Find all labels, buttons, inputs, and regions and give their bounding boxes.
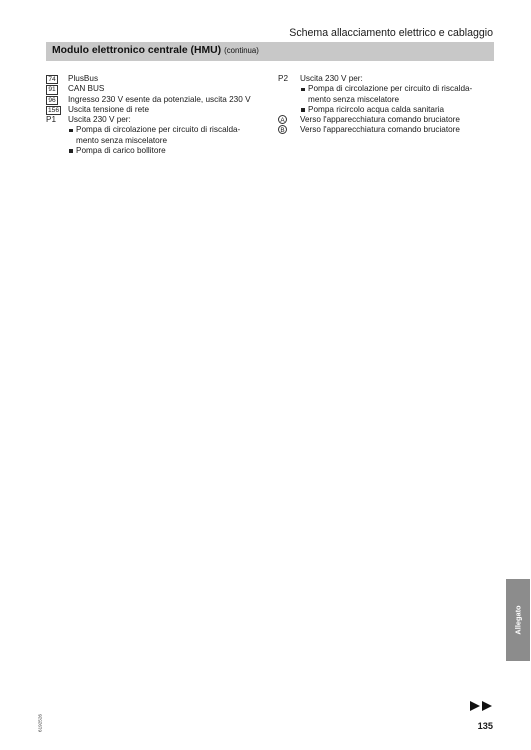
circled-letter-b: B (278, 125, 287, 134)
terminal-number-box: 91 (46, 85, 58, 94)
legend-entry (46, 84, 261, 94)
legend-entry (278, 125, 493, 135)
bullet-item (300, 84, 493, 105)
legend-entry (46, 95, 261, 105)
legend-key: P1 (46, 115, 57, 125)
document-code (36, 708, 44, 738)
bullet-text: Pompa ricircolo acqua calda sanitaria (308, 104, 445, 114)
legend-entry (46, 115, 261, 156)
legend-text: Uscita 230 V per: (68, 115, 131, 125)
bullet-item (300, 105, 493, 115)
legend-text: CAN BUS (68, 84, 105, 94)
document-code-text: 6192526 (37, 714, 43, 732)
legend-key: P2 (278, 74, 289, 83)
terminal-number-box: 156 (48, 106, 60, 114)
bullet-item (68, 125, 261, 146)
double-arrow-right-icon[interactable] (470, 701, 494, 711)
legend-text: Uscita 230 V per: (300, 74, 363, 83)
legend-text: PlusBus (68, 74, 99, 83)
legend-right-column (278, 74, 493, 136)
legend-entry (278, 74, 493, 115)
bullet-text: Pompa di circolazione per circuito di riscalda- mento senza miscelatore (308, 84, 473, 104)
appendix-side-tab[interactable] (506, 579, 530, 661)
bullet-item (68, 146, 261, 156)
legend-left-column (46, 74, 261, 156)
bullet-text: Pompa di circolazione per circuito di riscalda- mento senza miscelatore (76, 125, 241, 145)
side-tab-label: Allegato (513, 605, 523, 635)
section-header-bar (46, 42, 494, 61)
square-bullet-icon (301, 108, 305, 112)
page-number: 135 (477, 721, 493, 731)
legend-entry (46, 74, 261, 84)
section-title-text: Modulo elettronico centrale (HMU) (52, 45, 222, 56)
terminal-number-box: 96 (46, 96, 58, 105)
legend-text: Uscita tensione di rete (68, 104, 150, 114)
section-subtitle: (continua) (224, 46, 259, 55)
legend-text: Verso l'apparecchiatura comando bruciatore (300, 115, 460, 125)
circled-letter-a: A (278, 115, 287, 124)
square-bullet-icon (69, 149, 73, 153)
bullet-text: Pompa di carico bollitore (76, 146, 166, 156)
legend-text: Ingresso 230 V esente da potenziale, uscita 230 V (68, 94, 251, 104)
terminal-number-box: 74 (46, 75, 58, 84)
legend-text: Verso l'apparecchiatura comando bruciatore (300, 125, 460, 135)
legend-entry (46, 105, 261, 115)
page-header-title: Schema allacciamento elettrico e cablaggio (289, 27, 493, 39)
square-bullet-icon (301, 88, 305, 92)
square-bullet-icon (69, 129, 73, 133)
legend-entry (278, 115, 493, 125)
section-title (52, 45, 259, 56)
